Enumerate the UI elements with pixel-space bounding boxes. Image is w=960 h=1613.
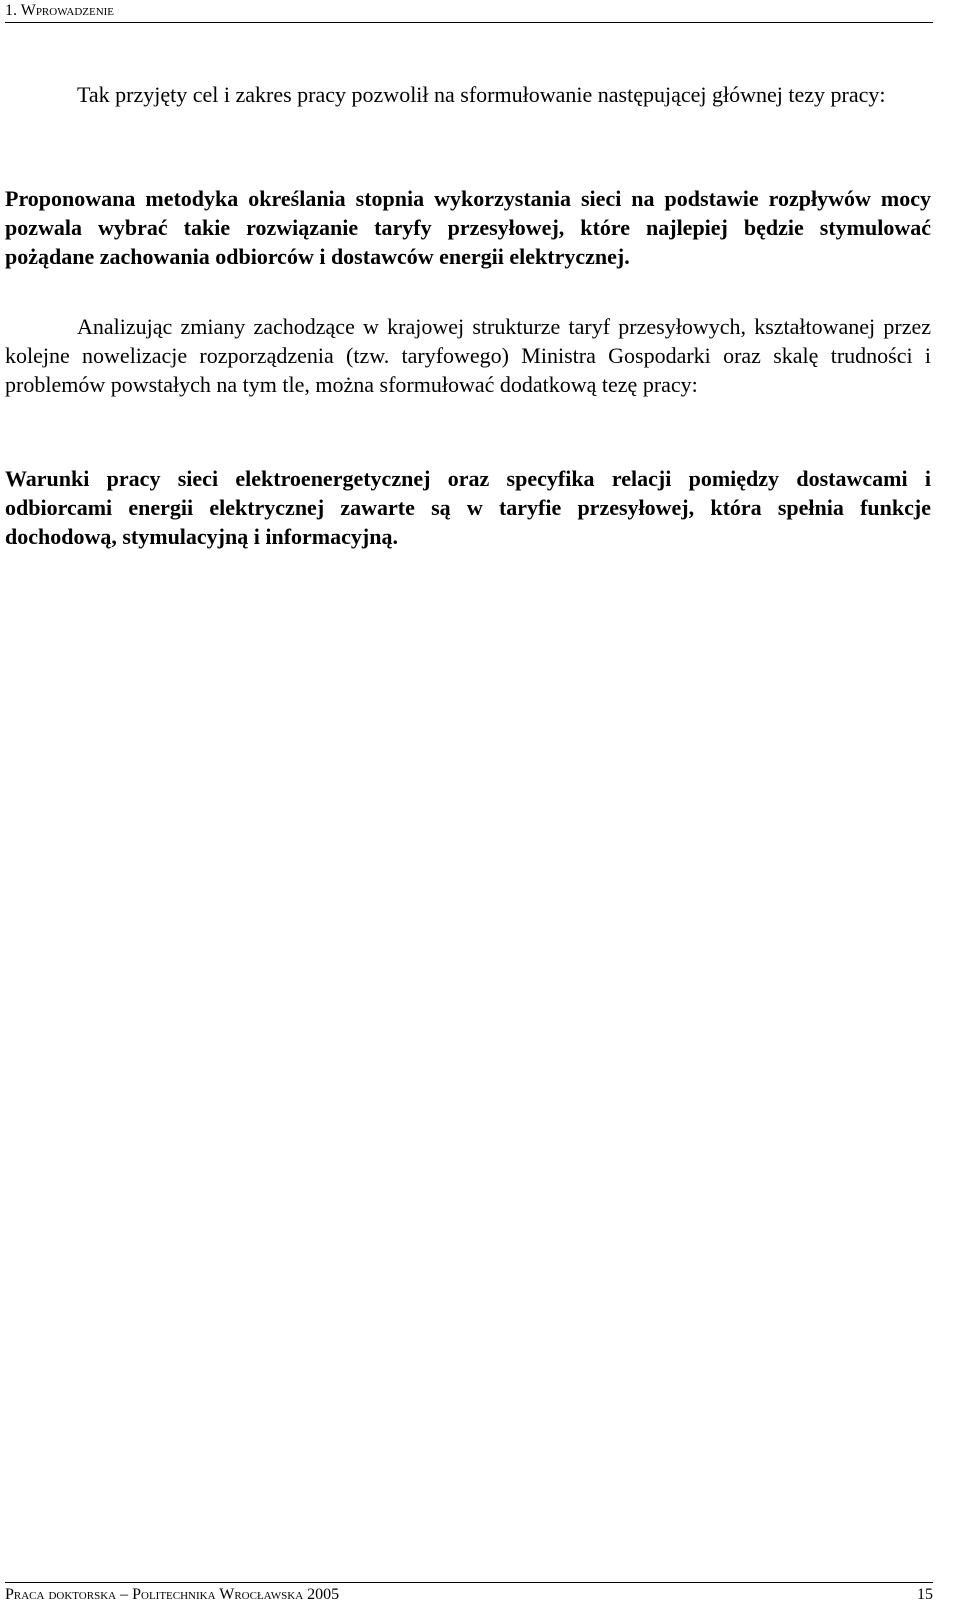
paragraph-main-thesis: Proponowana metodyka określania stopnia wykorzystania sieci na podstawie rozpływów mocy pozwala wybrać takie rozwiązanie taryfy przesyłowej, które najlepiej będzie stymulować pożądane zachowania odbiorców i dostawców energii elektrycznej. [5,186,931,269]
paragraph-additional-thesis: Warunki pracy sieci elektroenergetycznej oraz specyfika relacji pomiędzy dostawcami i odbiorcami energii elektrycznej zawarte są w taryfie przesyłowej, która spełnia funkcje dochodową, stymulacyjną i informacyjną. [5,466,931,549]
paragraph-analysis: Analizując zmiany zachodzące w krajowej strukturze taryf przesyłowych, kształtowanej przez kolejne nowelizacje rozporządzenia (tzw. taryfowego) Ministra Gospodarki oraz skalę trudności i problemów powstałych na tym tle, można sformułować dodatkową tezę pracy: [5,314,931,397]
paragraph-intro: Tak przyjęty cel i zakres pracy pozwolił na sformułowanie następującej głównej tezy pracy: [77,82,886,107]
page-header [5,0,933,23]
document-body [5,80,931,551]
page-footer [5,1582,933,1607]
page-number: 15 [917,1586,933,1603]
section-title: 1. Wprowadzenie [5,2,115,19]
footer-title: Praca doktorska – Politechnika Wrocławska 2005 [5,1586,340,1603]
